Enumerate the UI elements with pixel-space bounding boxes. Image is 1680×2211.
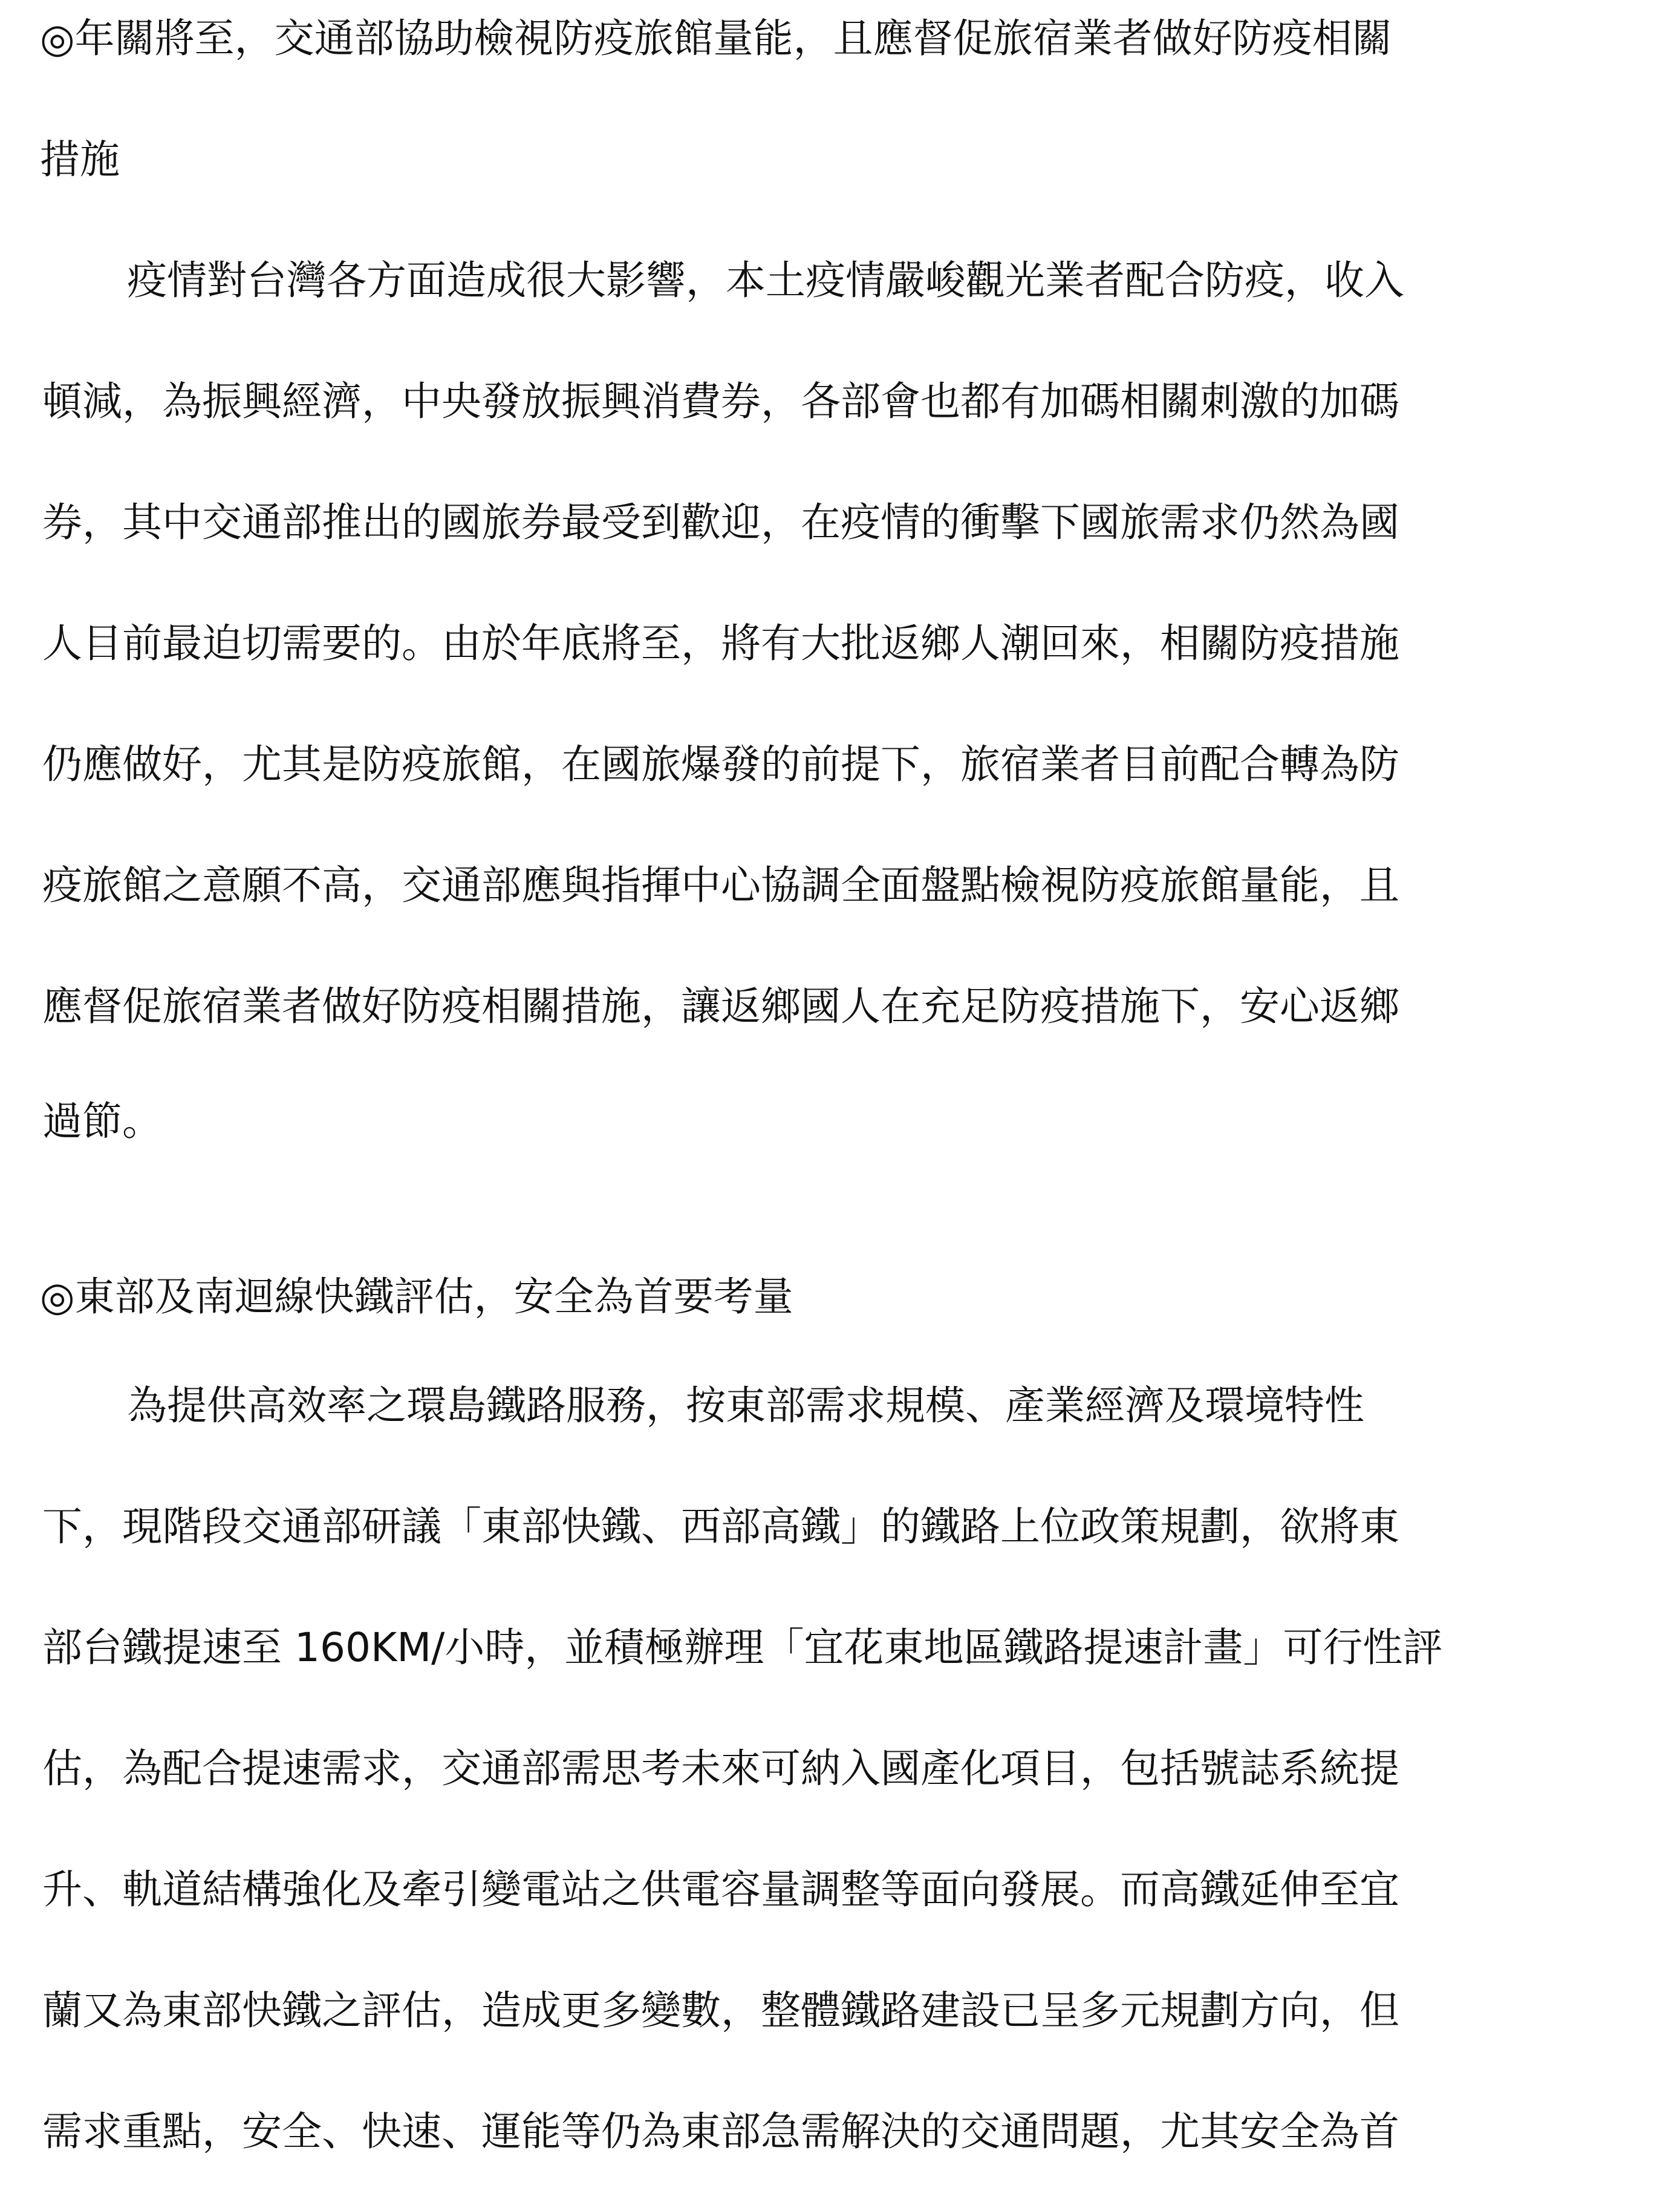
section-2-paragraph-line-6: 蘭又為東部快鐵之評估，造成更多變數，整體鐵路建設已呈多元規劃方向，但 (42, 1987, 1399, 2034)
section-1-paragraph-line-2: 頓減，為振興經濟，中央發放振興消費券，各部會也都有加碼相關刺激的加碼 (42, 378, 1399, 425)
section-1-heading-line-1: ◎年關將至，交通部協助檢視防疫旅館量能，且應督促旅宿業者做好防疫相關 (40, 15, 1392, 62)
section-1-paragraph-line-8: 過節。 (42, 1098, 162, 1145)
section-1-heading-line-2: 措施 (40, 136, 120, 183)
section-2-heading: ◎東部及南迴線快鐵評估，安全為首要考量 (40, 1273, 793, 1320)
section-1-paragraph-line-4: 人目前最迫切需要的。由於年底將至，將有大批返鄉人潮回來，相關防疫措施 (42, 620, 1399, 667)
section-1-paragraph-line-5: 仍應做好，尤其是防疫旅館，在國旅爆發的前提下，旅宿業者目前配合轉為防 (42, 741, 1399, 788)
section-1-paragraph-line-1: 疫情對台灣各方面造成很大影響，本土疫情嚴峻觀光業者配合防疫，收入 (127, 257, 1404, 304)
section-2-paragraph-line-5: 升、軌道結構強化及牽引變電站之供電容量調整等面向發展。而高鐵延伸至宜 (42, 1866, 1399, 1913)
section-1-paragraph-line-3: 券，其中交通部推出的國旅券最受到歡迎，在疫情的衝擊下國旅需求仍然為國 (42, 499, 1399, 546)
section-2-paragraph-line-2: 下，現階段交通部研議「東部快鐵、西部高鐵」的鐵路上位政策規劃，欲將東 (42, 1503, 1399, 1550)
section-2-paragraph-line-3: 部台鐵提速至 160KM/小時，並積極辦理「宜花東地區鐵路提速計畫」可行性評 (42, 1624, 1443, 1671)
section-2-paragraph-line-4: 估，為配合提速需求，交通部需思考未來可納入國產化項目，包括號誌系統提 (42, 1745, 1399, 1792)
section-1-paragraph-line-6: 疫旅館之意願不高，交通部應與指揮中心協調全面盤點檢視防疫旅館量能，且 (42, 862, 1399, 909)
section-1-paragraph-line-7: 應督促旅宿業者做好防疫相關措施，讓返鄉國人在充足防疫措施下，安心返鄉 (42, 983, 1399, 1030)
section-2-paragraph-line-1: 為提供高效率之環島鐵路服務，按東部需求規模、產業經濟及環境特性 (127, 1382, 1364, 1429)
section-2-paragraph-line-7: 需求重點，安全、快速、運能等仍為東部急需解決的交通問題，尤其安全為首 (42, 2108, 1399, 2155)
